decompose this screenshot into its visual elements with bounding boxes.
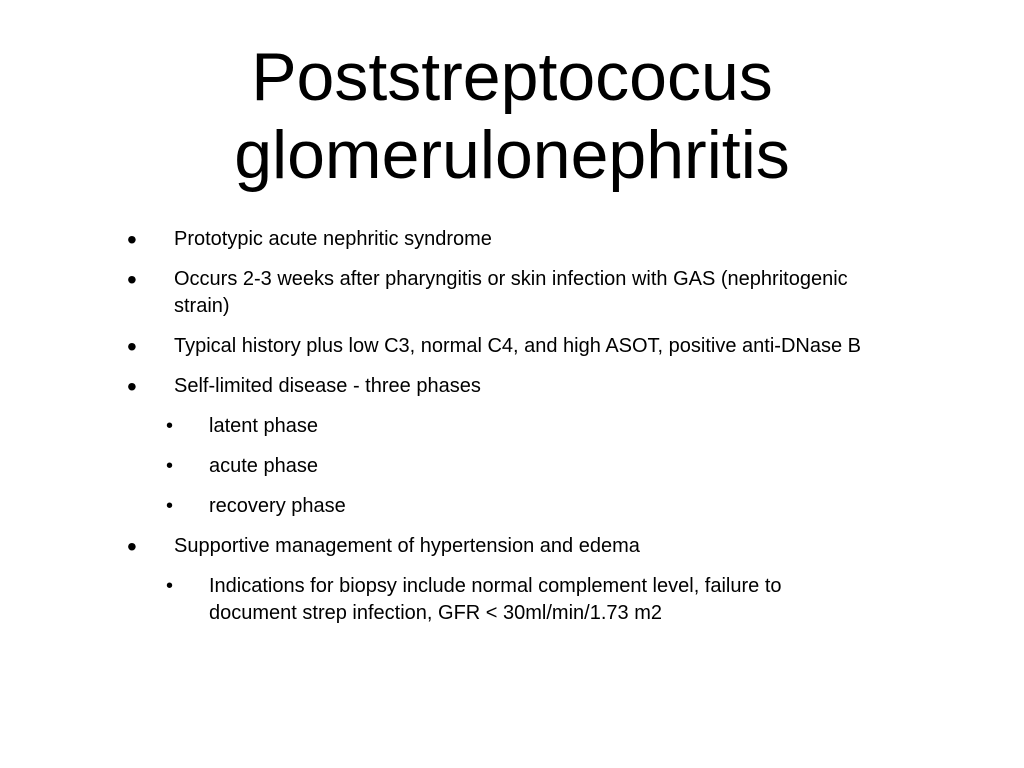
slide-title-line-1: Poststreptococus [251,39,773,115]
bullet-text: Typical history plus low C3, normal C4, and high ASOT, positive anti-DNase B [174,335,861,357]
bullet-item [0,533,1024,560]
bullet-dot-icon: • [127,224,137,255]
sub-bullet-dot-icon: • [166,455,174,477]
sub-bullet-dot-icon: • [166,575,174,597]
sub-bullet-item [0,573,1024,627]
slide-title [0,38,1024,194]
bullet-dot-icon: • [127,371,137,402]
bullet-dot-icon: • [127,264,137,295]
bullet-dot-icon: • [127,331,137,362]
slide-title-line-2: glomerulonephritis [234,117,790,193]
sub-bullet-item [0,413,1024,440]
sub-bullet-text: latent phase [209,415,318,437]
bullet-item [0,333,1024,360]
sub-bullet-dot-icon: • [166,495,174,517]
bullet-text: Prototypic acute nephritic syndrome [174,228,492,250]
bullet-item [0,373,1024,400]
bullet-text: Occurs 2-3 weeks after pharyngitis or skin infection with GAS (nephritogenic strain) [174,268,848,317]
sub-bullet-text: acute phase [209,455,318,477]
sub-bullet-item [0,493,1024,520]
bullet-item [0,226,1024,253]
sub-bullet-item [0,453,1024,480]
bullet-text: Supportive management of hypertension and edema [174,535,640,557]
bullet-text: Self-limited disease - three phases [174,375,481,397]
sub-bullet-text: Indications for biopsy include normal complement level, failure to document strep infection, GFR < 30ml/min/1.73 m2 [209,575,782,624]
sub-bullet-text: recovery phase [209,495,346,517]
sub-bullet-dot-icon: • [166,415,174,437]
bullet-dot-icon: • [127,531,137,562]
bullet-list [0,226,1024,640]
bullet-item [0,266,1024,320]
